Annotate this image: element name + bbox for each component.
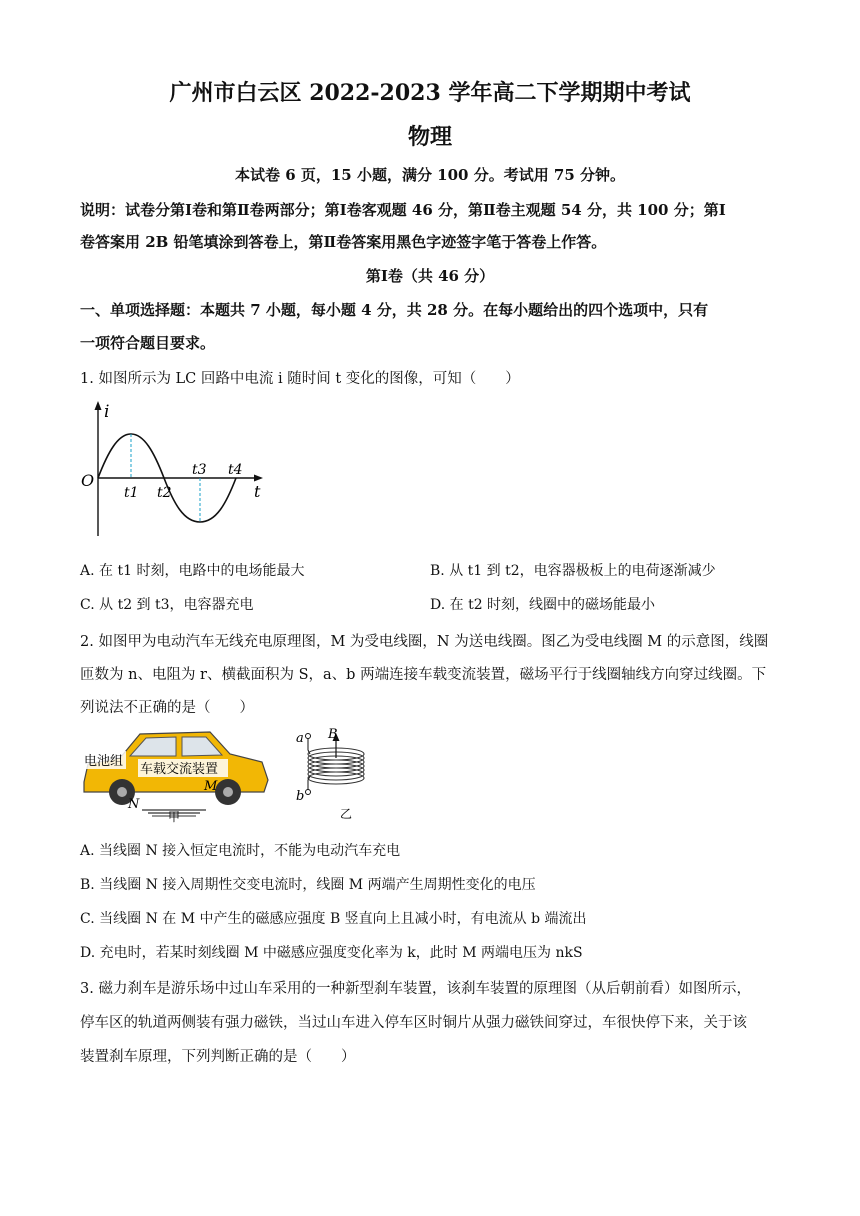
label-field-b: B <box>328 727 338 742</box>
origin-label: O <box>81 471 95 490</box>
label-yi: 乙 <box>340 807 353 821</box>
section-heading-line2: 一项符合题目要求。 <box>80 334 216 352</box>
section-title: 第Ⅰ卷（共 46 分） <box>365 267 495 285</box>
subject-title: 物理 <box>407 124 452 150</box>
q1-current-graph <box>78 398 278 543</box>
q2-stem-line3: 列说法不正确的是（ ） <box>80 700 254 716</box>
tick-t4: t4 <box>228 462 243 478</box>
label-m: M <box>204 779 218 794</box>
battery-label: 电池组 <box>84 754 124 769</box>
q3-stem-line2: 停车区的轨道两侧装有强力磁铁，当过山车进入停车区时铜片从强力磁铁间穿过，车很快停下来，关于该 <box>80 1015 747 1031</box>
label-b: b <box>296 789 305 804</box>
tick-t3: t3 <box>192 462 207 478</box>
q1-stem: 1. 如图所示为 LC 回路中电流 i 随时间 t 变化的图像，可知（ ） <box>80 371 520 387</box>
q1-option-d: D. 在 t2 时刻，线圈中的磁场能最小 <box>430 597 656 613</box>
q2-stem-line1: 2. 如图甲为电动汽车无线充电原理图，M 为受电线圈，N 为送电线圈。图乙为受电线圈 M 的示意图，线圈 <box>80 634 769 650</box>
label-n: N <box>128 797 140 812</box>
x-axis-label: t <box>254 482 261 501</box>
q1-option-b: B. 从 t1 到 t2，电容器极板上的电荷逐渐减少 <box>430 563 716 579</box>
tick-t2: t2 <box>157 485 172 501</box>
q2-stem-line2: 匝数为 n、电阻为 r、横截面积为 S，a、b 两端连接车载变流装置，磁场平行于线圈轴线方向穿过线圈。下 <box>80 667 767 683</box>
tick-t1: t1 <box>124 485 139 501</box>
converter-label: 车载交流装置 <box>140 762 219 777</box>
exam-title: 广州市白云区 2022-2023 学年高二下学期期中考试 <box>169 80 691 106</box>
section-heading-line1: 一、单项选择题：本题共 7 小题，每小题 4 分，共 28 分。在每小题给出的四个选项中，只有 <box>80 301 709 319</box>
q2-option-c: C. 当线圈 N 在 M 中产生的磁感应强度 B 竖直向上且减小时，有电流从 b 端流出 <box>80 911 587 927</box>
exam-note-line2: 卷答案用 2B 铅笔填涂到答卷上，第Ⅱ卷答案用黑色字迹签字笔于答卷上作答。 <box>80 233 607 251</box>
x-axis-arrow <box>254 475 263 482</box>
exam-info: 本试卷 6 页，15 小题，满分 100 分。考试用 75 分钟。 <box>234 166 626 184</box>
terminal-b <box>306 790 311 795</box>
y-axis-arrow <box>95 401 102 410</box>
q2-option-b: B. 当线圈 N 接入周期性交变电流时，线圈 M 两端产生周期性变化的电压 <box>80 877 536 893</box>
y-axis-label: i <box>104 402 110 422</box>
terminal-a <box>306 734 311 739</box>
q3-stem-line1: 3. 磁力刹车是游乐场中过山车采用的一种新型刹车装置，该刹车装置的原理图（从后朝前看）如图所示， <box>80 981 751 997</box>
q2-option-d: D. 充电时，若某时刻线圈 M 中磁感应强度变化率为 k，此时 M 两端电压为 nkS <box>80 945 583 961</box>
q2-option-a: A. 当线圈 N 接入恒定电流时，不能为电动汽车充电 <box>80 843 401 859</box>
label-jia: 甲 <box>168 810 181 824</box>
label-a: a <box>296 731 304 746</box>
q2-car-figure <box>78 724 278 824</box>
q2-coil-figure <box>288 724 388 824</box>
q1-option-c: C. 从 t2 到 t3，电容器充电 <box>80 597 254 613</box>
q3-stem-line3: 装置刹车原理，下列判断正确的是（ ） <box>80 1049 356 1065</box>
q1-option-a: A. 在 t1 时刻，电路中的电场能最大 <box>80 563 305 579</box>
exam-note-line1: 说明：试卷分第Ⅰ卷和第Ⅱ卷两部分；第Ⅰ卷客观题 46 分，第Ⅱ卷主观题 54 分，共 100 分；第Ⅰ <box>80 201 726 219</box>
